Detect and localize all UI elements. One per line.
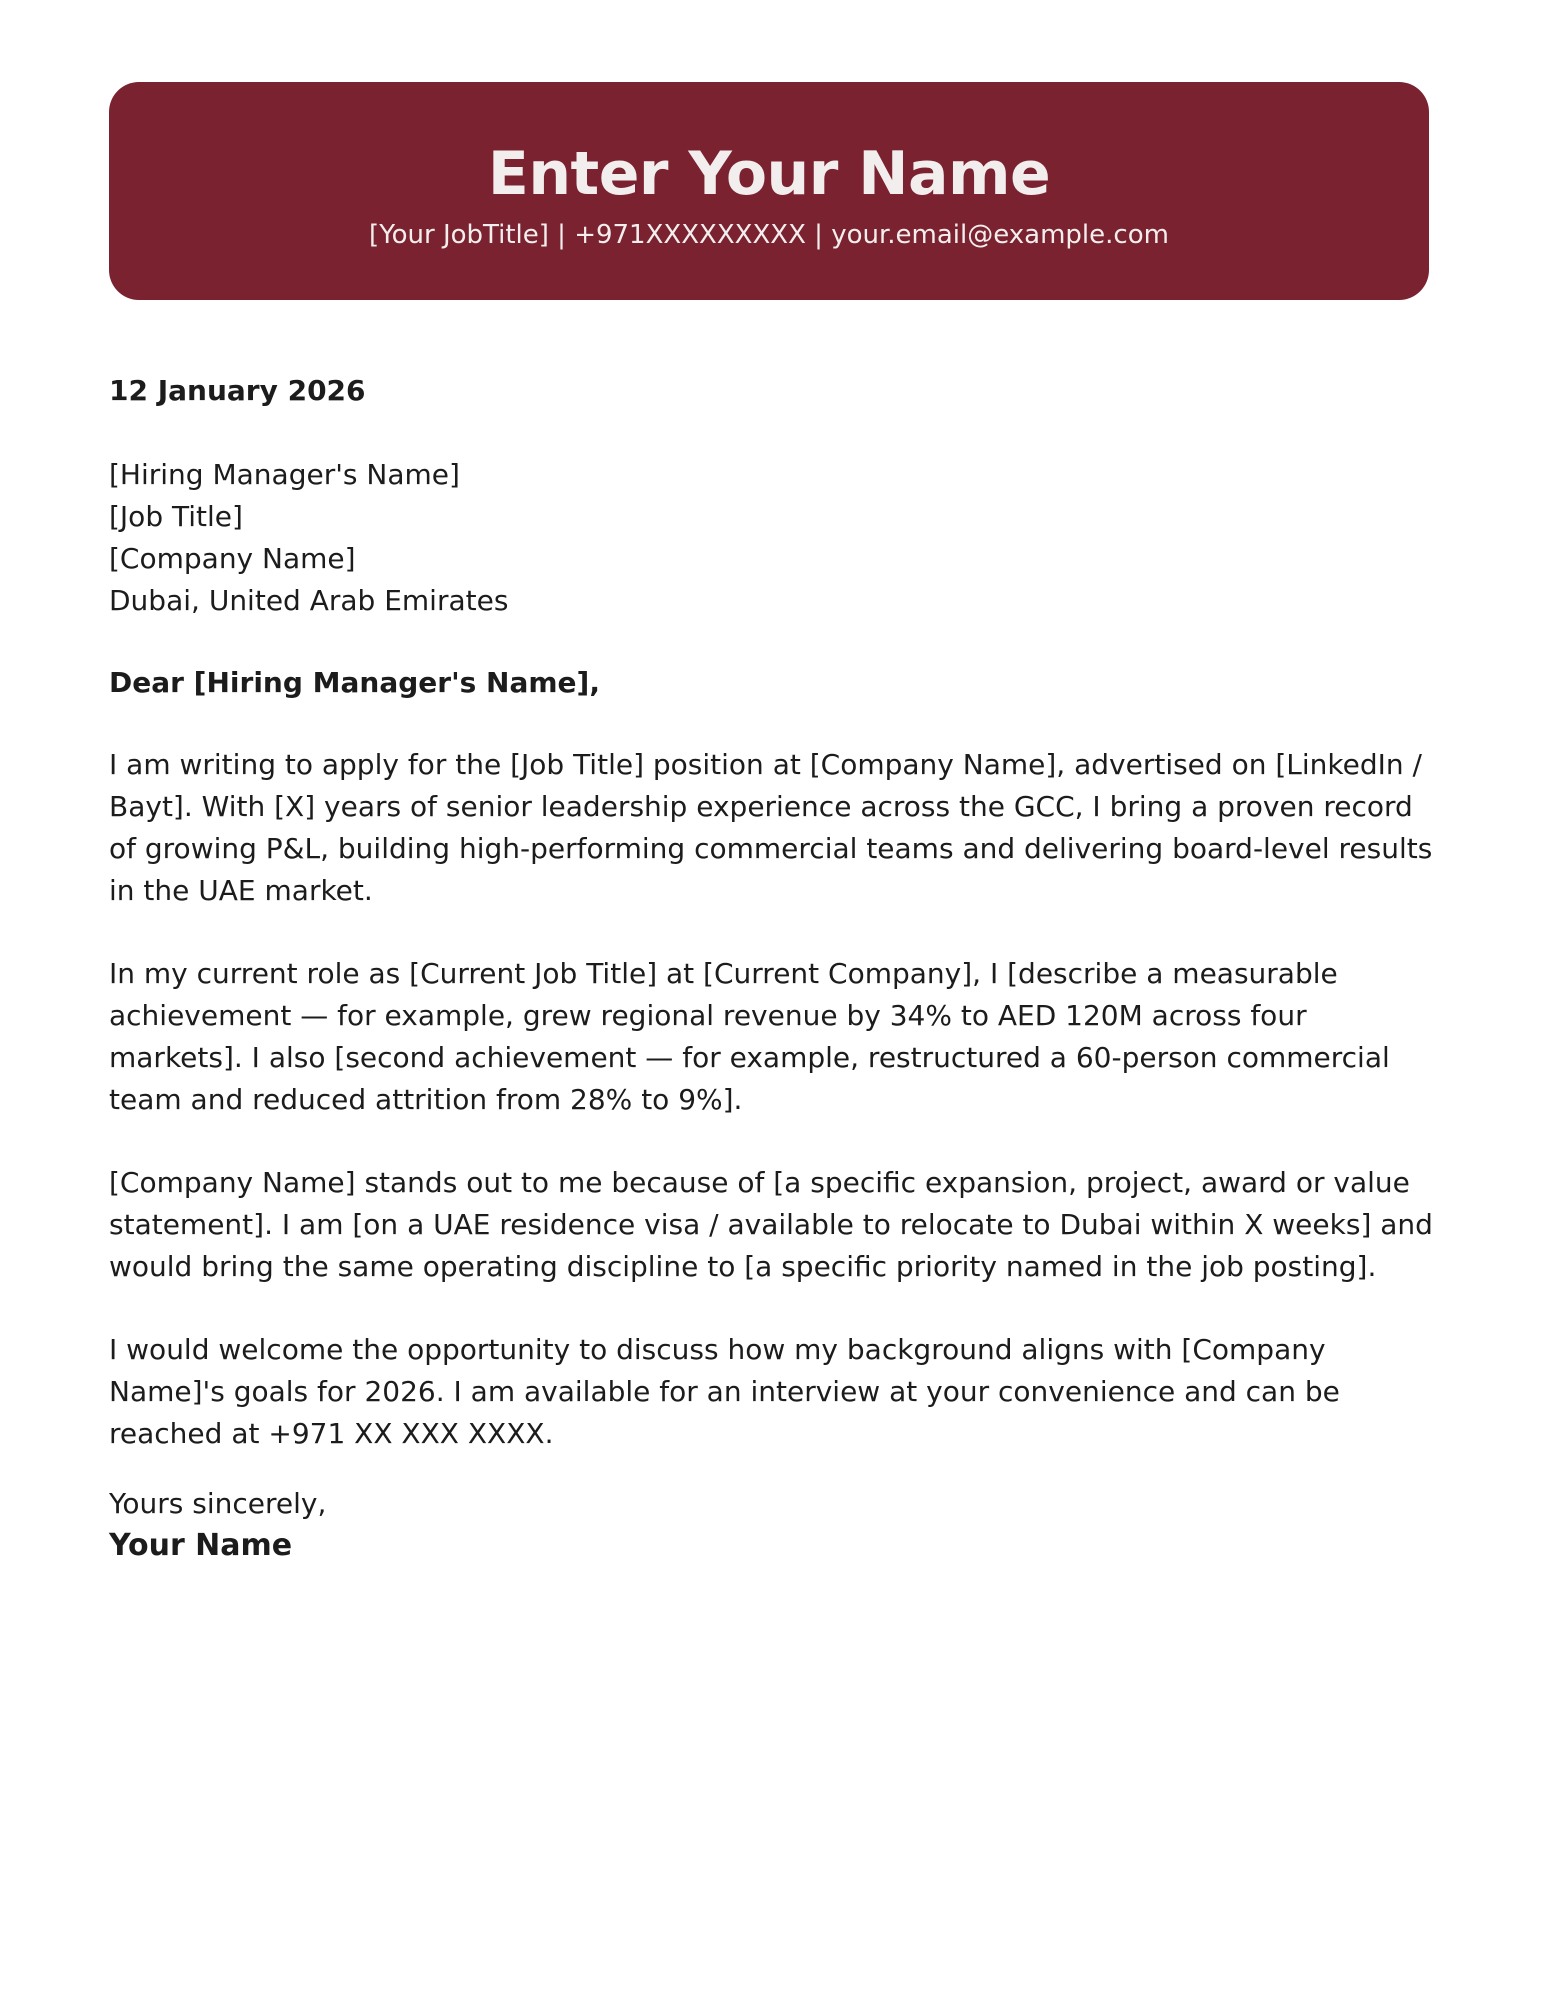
paragraph-motivation: [Company Name] stands out to me because of [a specific expansion, project, award or value statement]. I am [on a UAE residence visa / available to relocate to Dubai within X weeks] and would bring the same operating discipline to [a specific priority named in the job posting]. — [109, 1166, 1433, 1283]
paragraph-closing: I would welcome the opportunity to discuss how my background aligns with [Company Name]'s goals for 2026. I am available for an interview at your convenience and can be reached at +971 XX XXX XXXX. — [109, 1333, 1340, 1450]
letter-date: 12 January 2026 — [109, 374, 366, 407]
recipient-company: [Company Name] — [109, 542, 356, 575]
recipient-job-title: [Job Title] — [109, 500, 243, 533]
paragraph-achievements: In my current role as [Current Job Title] at [Current Company], I [describe a measurable achievement — for example, grew regional revenue by 34% to AED 120M across four markets]. I also [second achievement — for example, restructured a 60-person commercial team and reduced attrition from 28% to 9%]. — [109, 957, 1390, 1116]
closing-phrase: Yours sincerely, — [109, 1487, 327, 1520]
signature-name: Your Name — [109, 1528, 293, 1563]
recipient-name: [Hiring Manager's Name] — [109, 458, 460, 491]
header-banner — [109, 82, 1429, 300]
paragraph-intro: I am writing to apply for the [Job Title] position at [Company Name], advertised on [LinkedIn / Bayt]. With [X] years of senior leadership experience across the GCC, I bring a proven record of growing P&L, building high-performing commercial teams and delivering board-level results in the UAE market. — [109, 748, 1433, 907]
recipient-block — [109, 454, 1439, 622]
salutation: Dear [Hiring Manager's Name], — [109, 666, 600, 699]
contact-line: [Your JobTitle] | +971XXXXXXXXX | your.email@example.com — [369, 220, 1169, 250]
letter-body — [109, 370, 1439, 1567]
recipient-location: Dubai, United Arab Emirates — [109, 584, 509, 617]
applicant-name: Enter Your Name — [487, 139, 1051, 209]
